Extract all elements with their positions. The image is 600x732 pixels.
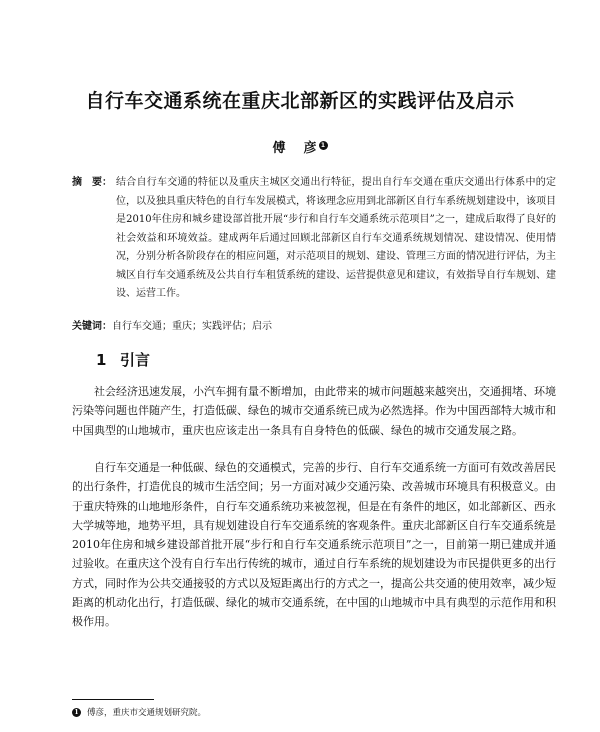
keywords-text: 自行车交通；重庆；实践评估；启示: [112, 321, 272, 332]
footnote-text: 傅彦，重庆市交通规划研究院。: [87, 708, 207, 718]
body-paragraph: 自行车交通是一种低碳、绿色的交通模式，完善的步行、自行车交通系统一方面可有效改善居民的出行条件，打造优良的城市生活空间；另一方面对减少交通污染、改善城市环境具有积极意义。由于重庆特殊的山地地形条件，自行车交通系统功来被忽视，但是在有条件的地区，如北部新区、西永大学城等地，地势平坦，具有规划建设自行车交通系统的客观条件。重庆北部新区自行车交通系统是2010年住房和城乡建设部首批开展“步行和自行车交通系统示范项目”之一，目前第一期已建成并通过验收。在重庆这个没有自行车出行传统的城市，通过自行车系统的规划建设为市民提供更多的出行方式，同时作为公共交通接驳的方式以及短距离出行的方式之一，提高公共交通的使用效率，减少短距离的机动化出行，打造低碳、绿化的城市交通系统，在中国的山地城市中具有典型的示范作用和积极作用。: [72, 461, 556, 629]
abstract-block: [72, 174, 556, 304]
footnote: [72, 707, 206, 719]
body-paragraph: 社会经济迅速发展，小汽车拥有量不断增加，由此带来的城市问题越来越突出，交通拥堵、环境污染等问题也伴随产生，打造低碳、绿色的城市交通系统已成为必然选择。作为中国西部特大城市和中国典型的山地城市，重庆也应该走出一条具有自身特色的低碳、绿色的城市交通发展之路。: [72, 385, 556, 437]
author-given-name: 彦: [303, 141, 317, 156]
abstract-text: 结合自行车交通的特征以及重庆主城区交通出行特征，提出自行车交通在重庆交通出行体系中的定位，以及独具重庆特色的自行车发展模式，将该理念应用到北部新区自行车系统规划建设中，该项目是2010年住房和城乡建设部首批开展“步行和自行车交通系统示范项目”之一，建成后取得了良好的社会效益和环境效益。建成两年后通过回顾北部新区自行车交通系统规划情况、建设情况、使用情况，分别分析各阶段存在的相应问题，对示范项目的规划、建设、管理三方面的情况进行评估，为主城区自行车交通系统及公共自行车租赁系统的建设、运营提供意见和建议，有效指导自行车规划、建设、运营工作。: [116, 177, 556, 299]
author-surname: 傅: [272, 141, 286, 156]
author-line: [0, 137, 600, 156]
section-number: 1: [96, 351, 107, 369]
footnote-marker: 1: [72, 708, 81, 717]
abstract-label: 摘 要：: [72, 177, 112, 188]
author-footnote-marker[interactable]: 1: [319, 141, 328, 150]
paper-title: 自行车交通系统在重庆北部新区的实践评估及启示: [85, 90, 515, 112]
section-heading: [96, 349, 150, 370]
footnote-divider: [72, 699, 154, 700]
keywords-line: [72, 318, 556, 336]
section-title: 引言: [120, 351, 151, 369]
keywords-label: 关键词：: [72, 321, 112, 332]
